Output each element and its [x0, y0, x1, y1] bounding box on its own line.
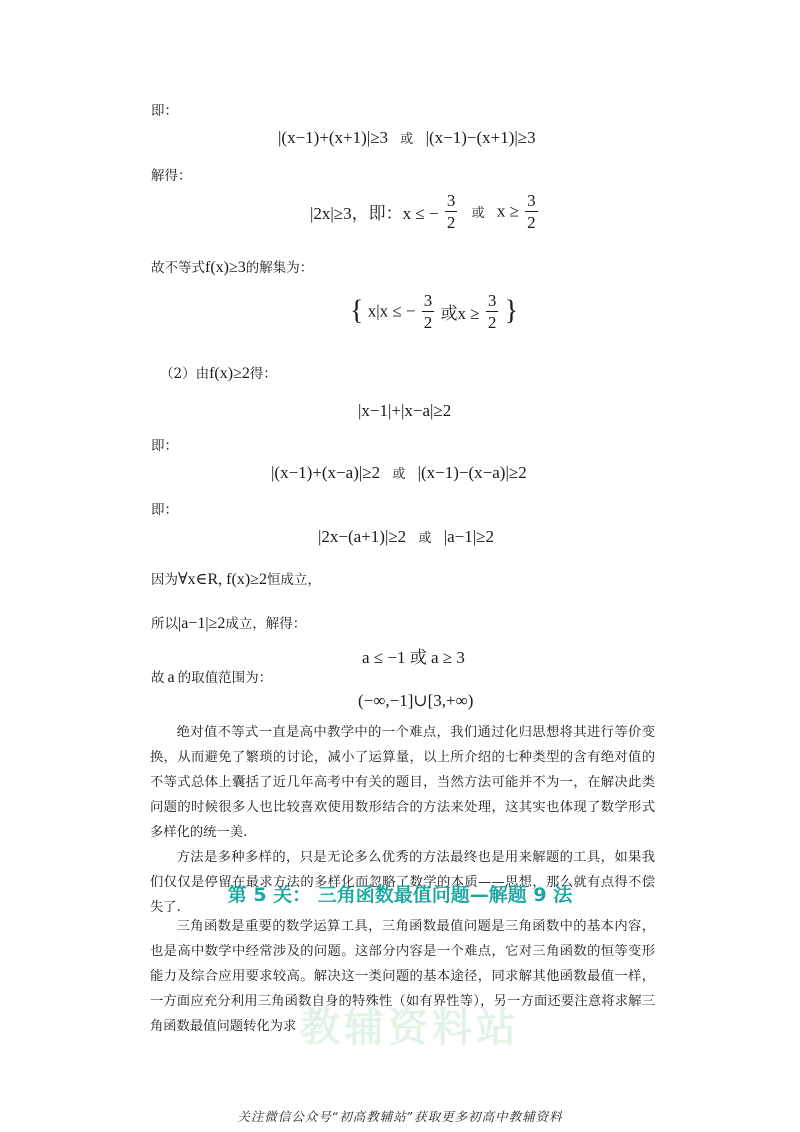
equation-2b: x ≥	[496, 201, 519, 221]
equation-1b: |(x−1)−(x+1)|≥3	[425, 128, 536, 147]
fraction-num: 3	[527, 191, 536, 210]
paragraph-2: 方法是多种多样的，只是无论多么优秀的方法最终也是用来解题的工具，如果我们仅仅是停留在最求方法的多样化而忽略了数学的本质——思想，那么就有点得不偿失了.	[150, 850, 655, 915]
equation-1	[278, 128, 536, 148]
text-ji-2: 即：	[151, 438, 178, 454]
therefore-statement	[151, 612, 306, 633]
fraction-num: 3	[423, 291, 433, 310]
text-de-jiejiwei: 的解集为：	[245, 260, 314, 276]
solution-set	[350, 292, 518, 331]
text-gu-budengshi: 故不等式	[151, 260, 205, 276]
text-quzhi-fanwei: 的取值范围为：	[177, 670, 273, 686]
fx-geq-2: f(x)≥2	[209, 365, 250, 382]
text-de: 得：	[249, 366, 277, 382]
footer-text: 关注微信公众号“初高教辅站”获取更多初高中教辅资料	[237, 1109, 563, 1124]
range-intro	[151, 666, 272, 687]
fraction-num: 3	[487, 291, 497, 310]
or-word: 或	[471, 205, 485, 220]
left-brace: {	[350, 295, 364, 327]
or-word: 或	[392, 466, 406, 481]
fraction-3-2-c	[422, 292, 435, 331]
equation-5	[271, 463, 527, 483]
fraction-den: 2	[446, 213, 456, 232]
section-title: 第 5 关： 三角函数最值问题—解题 9 法	[227, 884, 573, 906]
set-prefix: x|x ≤ −	[367, 301, 416, 321]
solution-set-intro	[151, 256, 313, 277]
fx-geq-3: f(x)≥3	[205, 259, 246, 276]
body-paragraph: 三角函数是重要的数学运算工具，三角函数最值问题是三角函数中的基本内容，也是高中数学中经常涉及的问题。这部分内容是一个难点，它对三角函数的恒等变形能力及综合应用要求较高。解决这一类问题的基本途径，同求解其他函数最值一样，一方面应充分利用三角函数自身的特殊性（如有界性等），另一方面还要注意将求解三角函数最值问题转化为求	[150, 919, 655, 1034]
equation-1a: |(x−1)+(x+1)|≥3	[278, 128, 389, 147]
paragraph-1: 绝对值不等式一直是高中教学中的一个难点，我们通过化归思想将其进行等价变换，从而避免了繁琐的讨论，减小了运算量，以上所介绍的七种类型的含有绝对值的不等式总体上囊括了近几年高考中有关的题目，当然方法可能并不为一，在解决此类问题的时候很多人也比较喜欢使用数形结合的方法来处理，这其实也体现了数学形式多样化的统一美.	[150, 725, 655, 840]
text-yinwei: 因为	[151, 572, 178, 588]
or-word: 或	[418, 530, 432, 545]
text-part2-you: （2）由	[160, 366, 210, 382]
equation-2a: |2x|≥3，即：x ≤ −	[310, 204, 439, 223]
set-or: 或x ≥	[440, 304, 480, 323]
equation-5b: |(x−1)−(x−a)|≥2	[417, 463, 527, 482]
equation-6	[318, 527, 494, 547]
fraction-3-2-a	[445, 192, 458, 231]
text-chengli-jiede: 成立，解得：	[225, 616, 307, 632]
abs-a-minus-1: |a−1|≥2	[178, 615, 226, 632]
fraction-3-2-b	[525, 192, 538, 231]
forall-statement	[151, 568, 321, 589]
fraction-den: 2	[487, 313, 497, 332]
equation-2	[310, 192, 540, 231]
forall-expression: ∀x∈R, f(x)≥2	[178, 571, 267, 588]
equation-7: a ≤ −1 或 a ≥ 3	[362, 648, 465, 667]
equation-5a: |(x−1)+(x−a)|≥2	[271, 463, 381, 482]
right-brace: }	[504, 295, 519, 327]
text-ji-3: 即：	[151, 502, 178, 518]
text-jiede: 解得：	[151, 168, 192, 184]
equation-6a: |2x−(a+1)|≥2	[318, 527, 407, 546]
watermark: 教辅资料站	[300, 1005, 520, 1051]
text-hengchengli: 恒成立，	[266, 572, 321, 588]
variable-a: a	[167, 669, 175, 686]
text-ji-1: 即：	[151, 103, 178, 119]
part-2-intro	[160, 362, 277, 383]
fraction-den: 2	[527, 213, 536, 232]
fraction-3-2-d	[486, 292, 499, 331]
text-suoyi: 所以	[151, 616, 178, 632]
equation-6b: |a−1|≥2	[443, 527, 494, 546]
text-gu: 故	[151, 670, 165, 686]
fraction-num: 3	[446, 191, 456, 210]
fraction-den: 2	[423, 313, 433, 332]
equation-4: |x−1|+|x−a|≥2	[358, 401, 452, 420]
or-word: 或	[400, 131, 414, 146]
range-result: (−∞,−1]∪[3,+∞)	[358, 691, 474, 710]
